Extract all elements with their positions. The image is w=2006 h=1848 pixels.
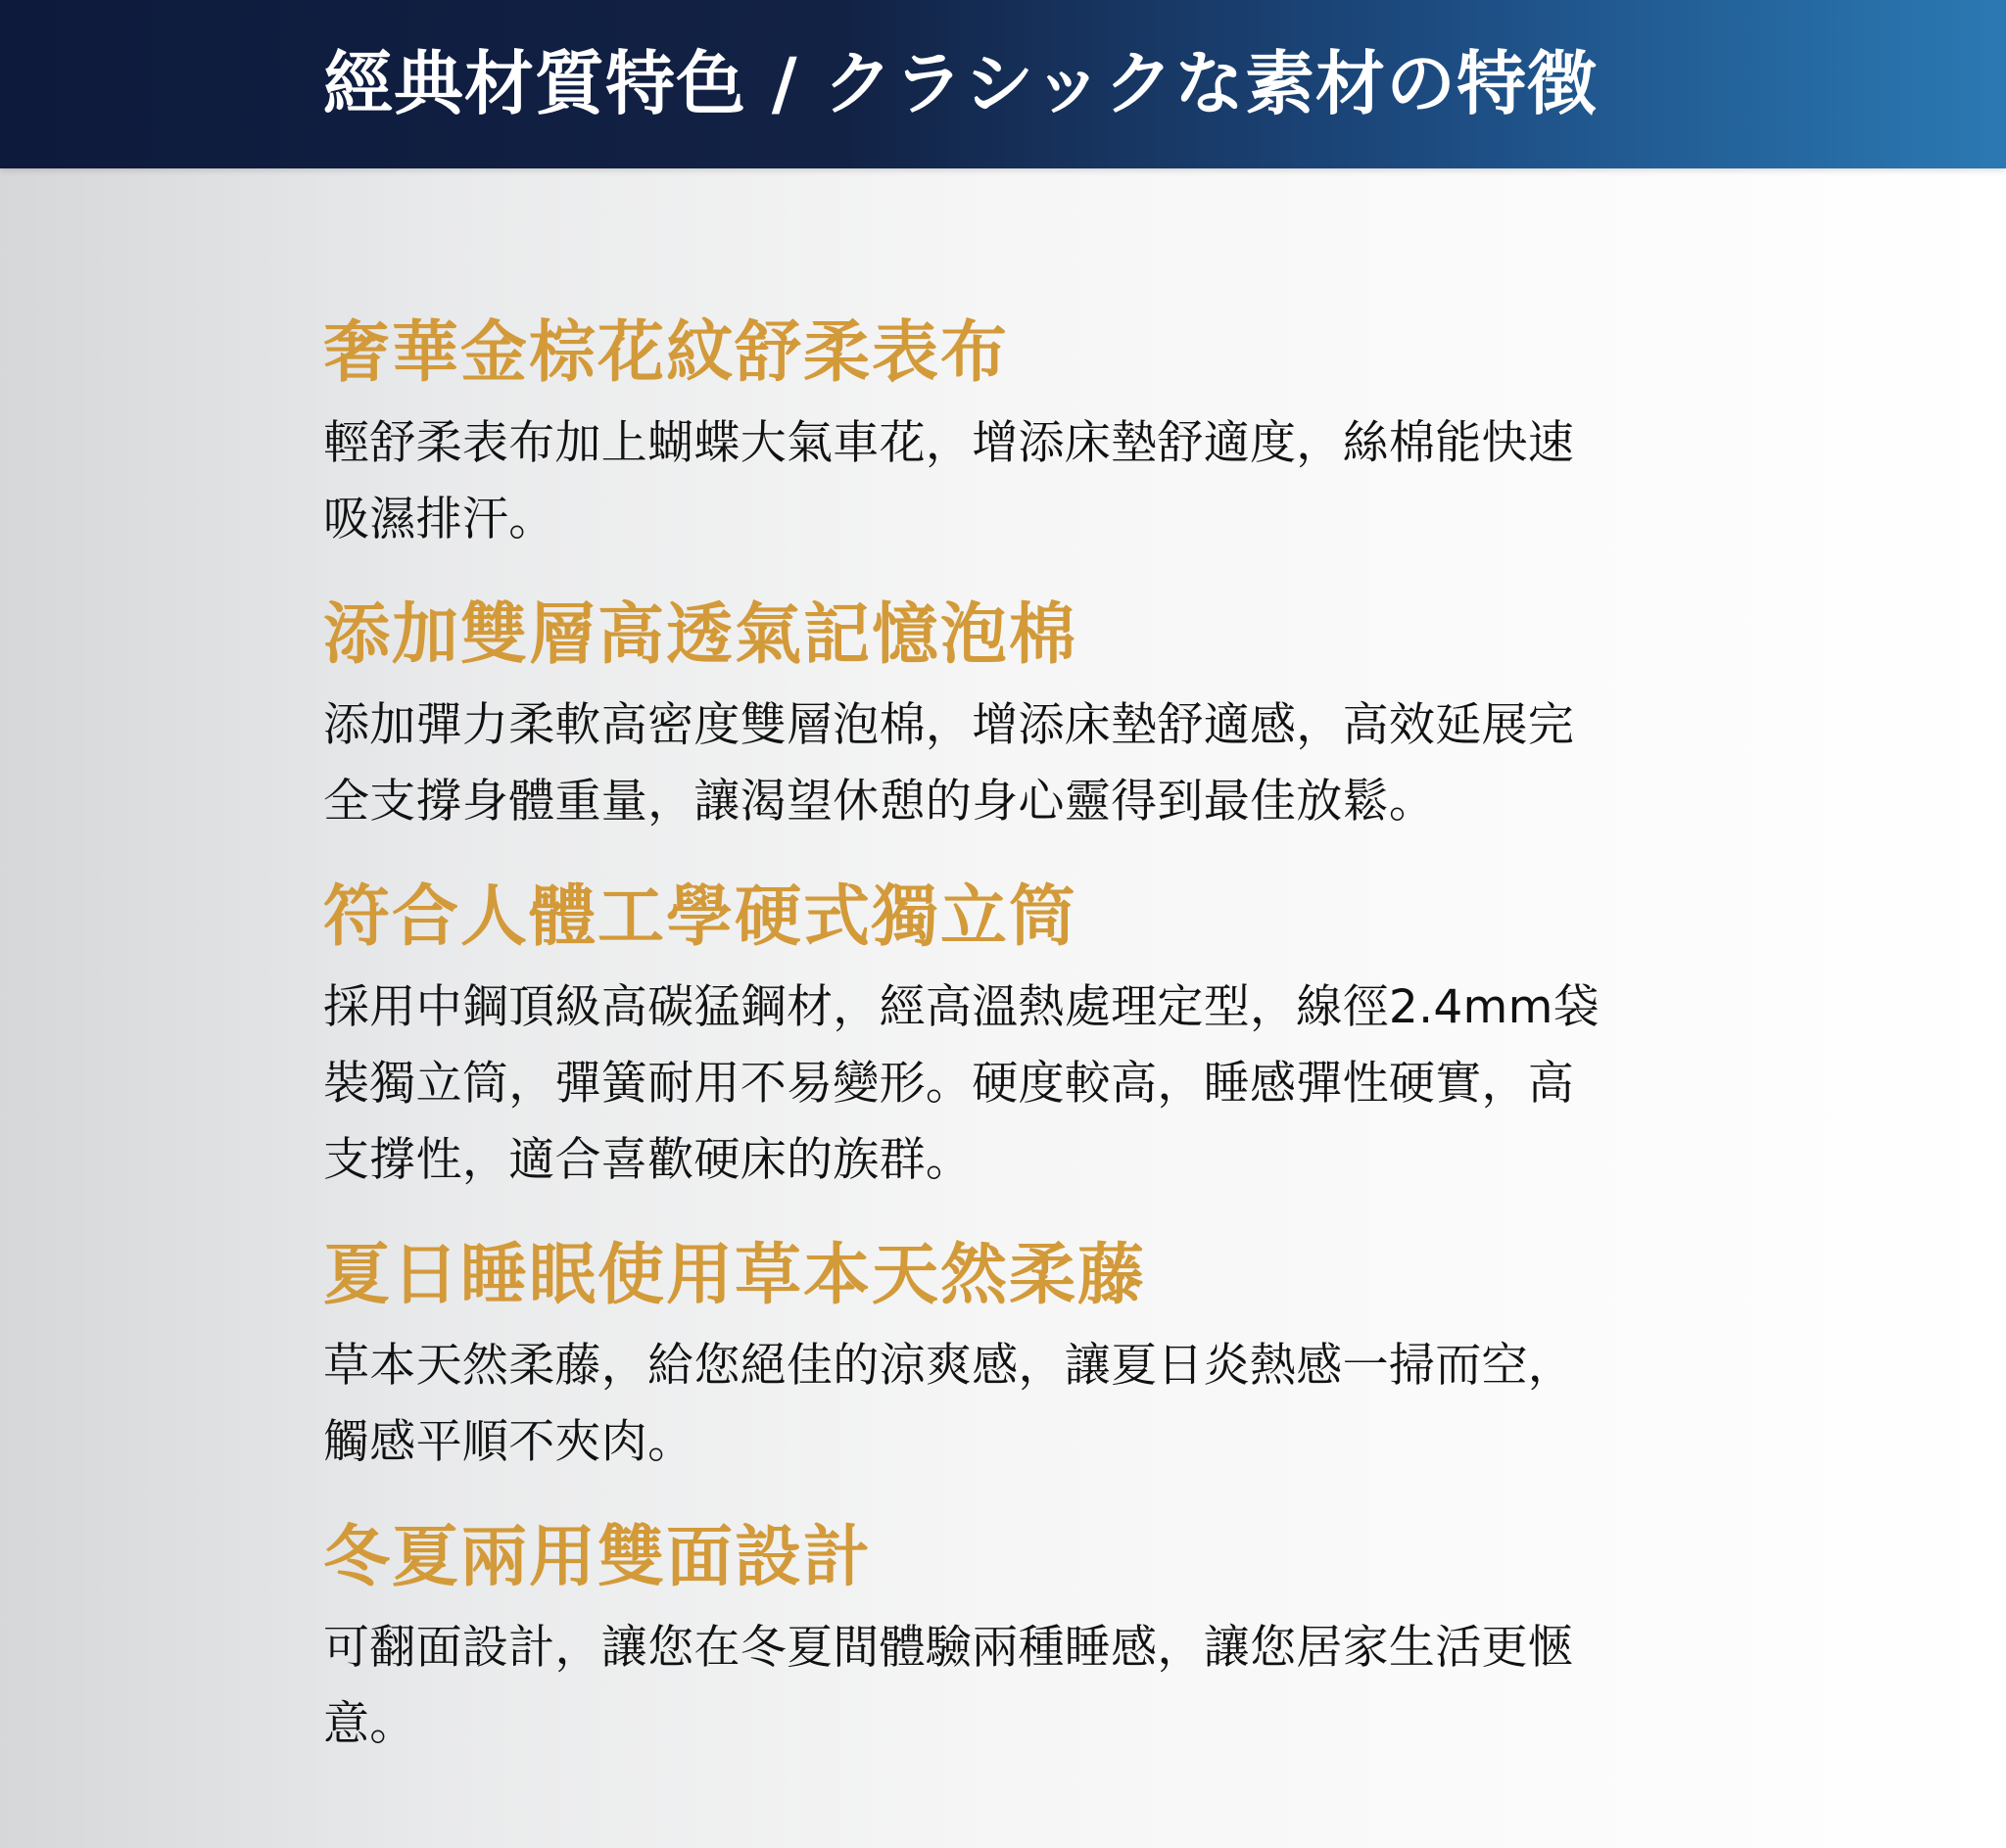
feature-list [323,309,1675,1796]
description-line: 裝獨立筒，彈簧耐用不易變形。硬度較高，睡感彈性硬實，高 [323,1057,1575,1111]
feature-pocket-spring [323,874,1675,1199]
description-line: 輕舒柔表布加上蝴蝶大氣車花，增添床墊舒適度，絲棉能快速 [323,416,1575,470]
feature-description [323,687,1675,840]
description-line: 採用中鋼頂級高碳猛鋼材，經高溫熱處理定型，線徑2.4mm袋 [323,980,1600,1034]
feature-heading: 冬夏兩用雙面設計 [323,1519,873,1596]
feature-description [323,405,1675,558]
description-line: 吸濕排汗。 [323,493,555,546]
description-line: 觸感平順不夾肉。 [323,1415,694,1469]
feature-heading: 奢華金棕花紋舒柔表布 [323,314,1010,392]
description-line: 添加彈力柔軟高密度雙層泡棉，增添床墊舒適感，高效延展完 [323,698,1575,752]
feature-summer-rattan [323,1232,1675,1481]
feature-heading: 添加雙層高透氣記憶泡棉 [323,596,1078,674]
page-title: 經典材質特色 / クラシックな素材の特徴 [323,43,1598,124]
feature-double-sided [323,1514,1675,1763]
feature-heading: 夏日睡眠使用草本天然柔藤 [323,1237,1147,1314]
feature-description [323,970,1675,1199]
header-banner [0,0,2006,168]
feature-description [323,1610,1675,1763]
description-line: 全支撐身體重量，讓渴望休憩的身心靈得到最佳放鬆。 [323,775,1436,829]
feature-memory-foam [323,592,1675,840]
description-line: 可翻面設計，讓您在冬夏間體驗兩種睡感，讓您居家生活更愜 [323,1621,1575,1675]
description-line: 意。 [323,1697,416,1751]
feature-description [323,1328,1675,1481]
feature-heading: 符合人體工學硬式獨立筒 [323,878,1078,956]
description-line: 支撐性，適合喜歡硬床的族群。 [323,1133,973,1187]
description-line: 草本天然柔藤，給您絕佳的涼爽感，讓夏日炎熱感一掃而空， [323,1339,1575,1393]
feature-fabric [323,309,1675,558]
